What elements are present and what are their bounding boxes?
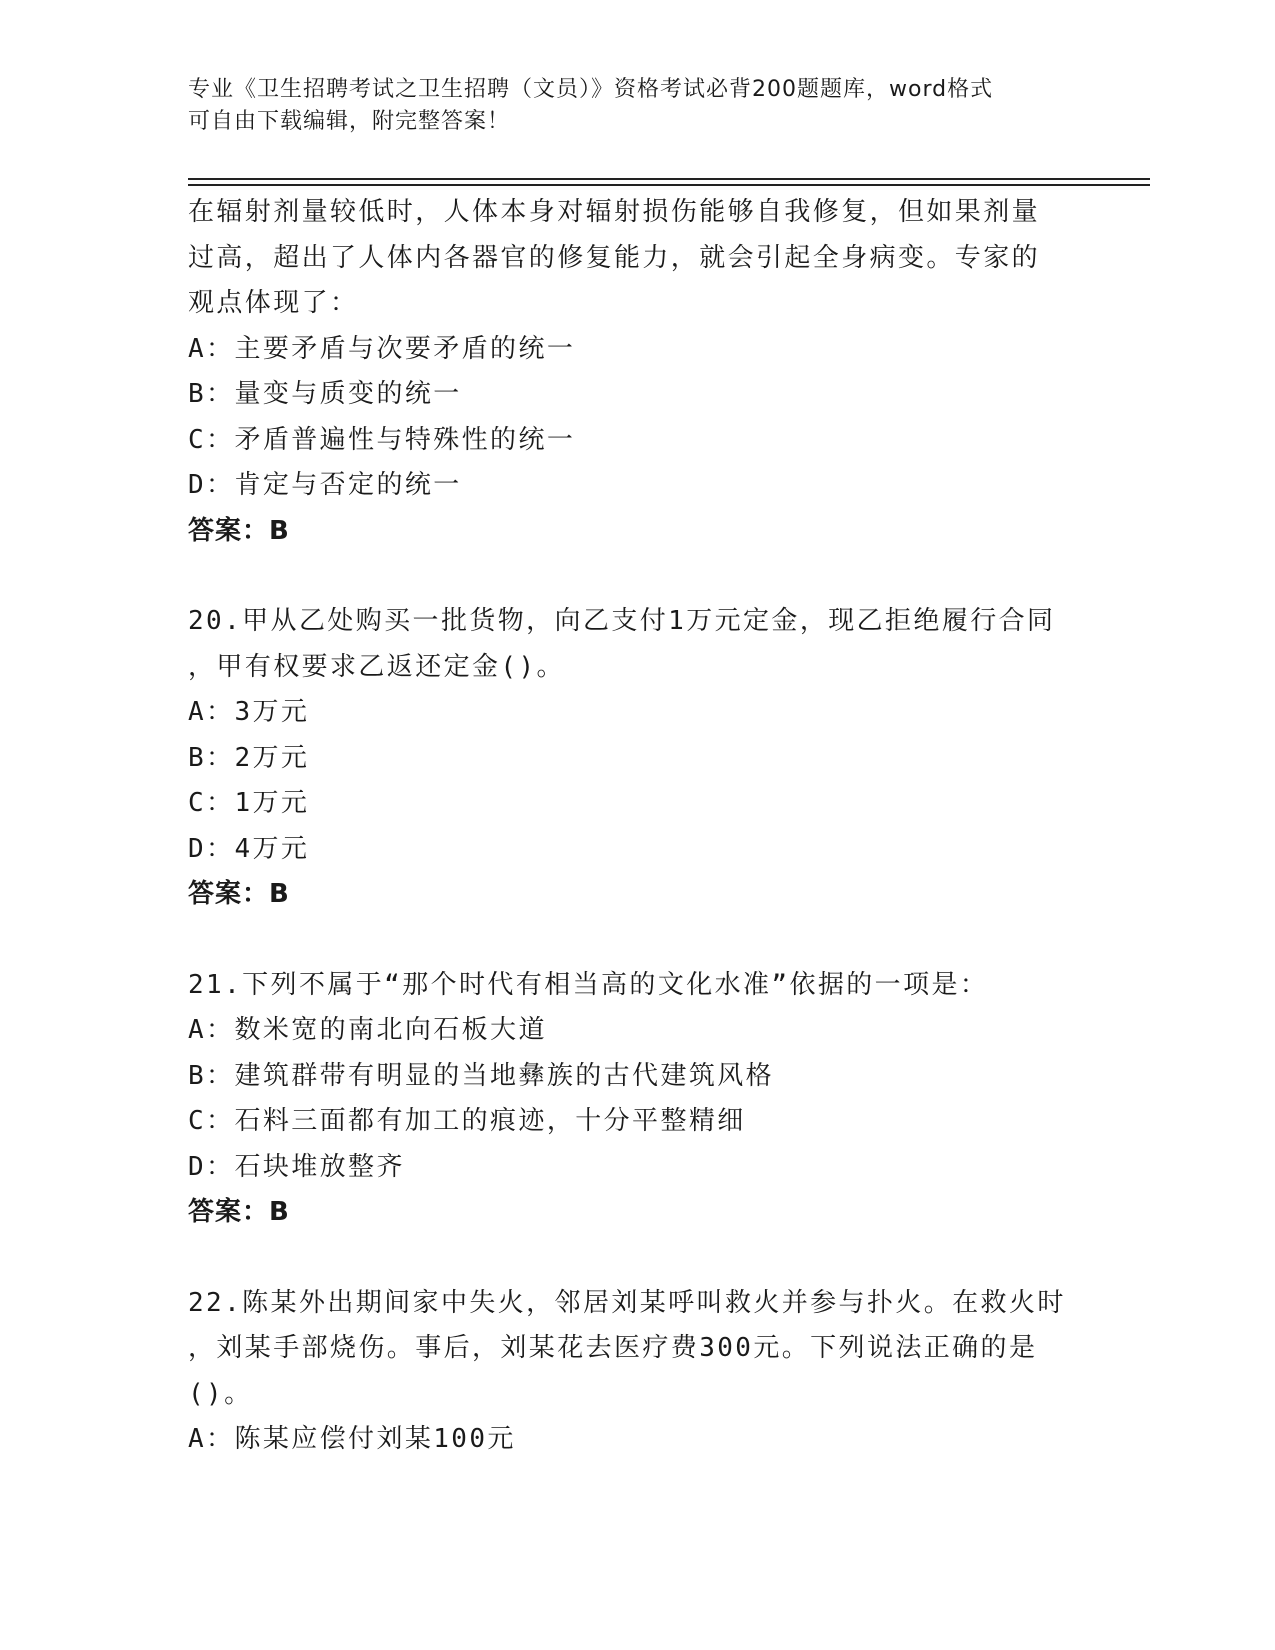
option-b: B：建筑群带有明显的当地彝族的古代建筑风格 — [188, 1060, 775, 1091]
option-a: A：数米宽的南北向石板大道 — [188, 1015, 547, 1045]
question-stem-line: 观点体现了： — [188, 288, 359, 318]
option-d: D：4万元 — [188, 833, 310, 864]
option-d: D：肯定与否定的统一 — [188, 470, 462, 500]
answer-line: 答案：B — [188, 1197, 290, 1227]
question-stem-line: 过高，超出了人体内各器官的修复能力，就会引起全身病变。专家的 — [188, 242, 1041, 273]
question-block — [188, 599, 1088, 918]
question-stem-line: 22.陈某外出期间家中失火，邻居刘某呼叫救火并参与扑火。在救火时 — [188, 1287, 1066, 1318]
option-c: C：矛盾普遍性与特殊性的统一 — [188, 424, 576, 455]
option-b: B：量变与质变的统一 — [188, 379, 462, 409]
header-divider-bottom — [188, 184, 1150, 186]
question-block — [188, 190, 1088, 554]
option-c: C：石料三面都有加工的痕迹，十分平整精细 — [188, 1106, 746, 1136]
question-stem-line: 在辐射剂量较低时，人体本身对辐射损伤能够自我修复，但如果剂量 — [188, 197, 1041, 227]
header-divider-top — [188, 178, 1150, 180]
option-b: B：2万元 — [188, 742, 310, 773]
question-stem-line: 20.甲从乙处购买一批货物，向乙支付1万元定金，现乙拒绝履行合同 — [188, 606, 1056, 636]
option-a: A：3万元 — [188, 697, 310, 727]
option-c: C：1万元 — [188, 788, 310, 818]
header-title-line-2: 可自由下载编辑，附完整答案！ — [188, 109, 511, 134]
option-a: A：陈某应偿付刘某100元 — [188, 1424, 516, 1454]
question-block — [188, 963, 1088, 1236]
question-stem-line: ，甲有权要求乙返还定金()。 — [188, 651, 565, 682]
question-stem-line: 21.下列不属于“那个时代有相当高的文化水准”依据的一项是： — [188, 969, 989, 1000]
question-stem-line: ()。 — [188, 1378, 253, 1409]
option-a: A：主要矛盾与次要矛盾的统一 — [188, 333, 576, 364]
option-d: D：石块堆放整齐 — [188, 1151, 405, 1182]
question-list — [188, 190, 1088, 1463]
answer-line: 答案：B — [188, 515, 290, 546]
document-header — [188, 74, 1068, 138]
answer-line: 答案：B — [188, 879, 290, 909]
header-title-line-1: 专业《卫生招聘考试之卫生招聘（文员）》资格考试必背200题题库，word格式 — [188, 77, 994, 102]
question-block — [188, 1281, 1088, 1463]
question-stem-line: ，刘某手部烧伤。事后，刘某花去医疗费300元。下列说法正确的是 — [188, 1333, 1038, 1363]
